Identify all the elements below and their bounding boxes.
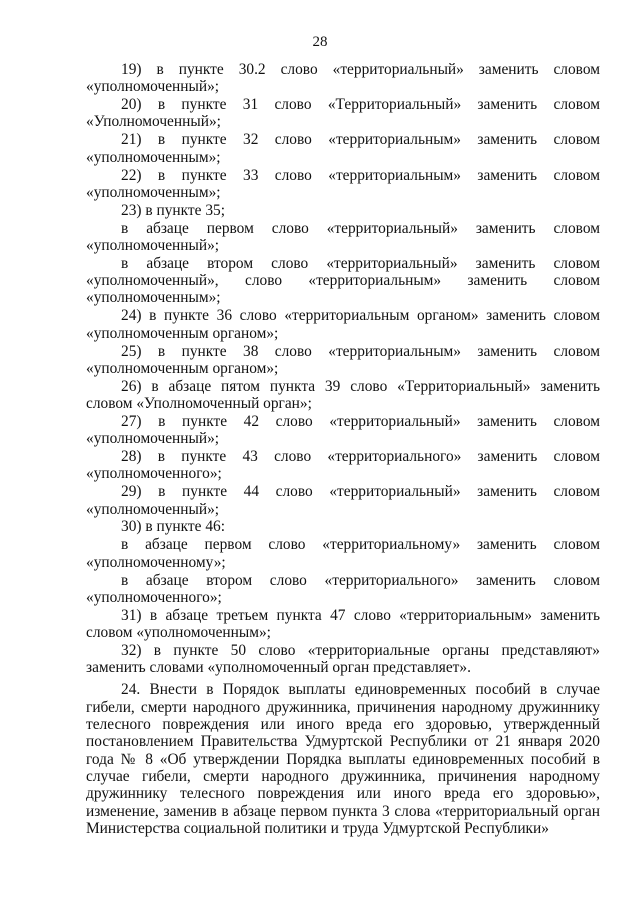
amendment-item-31: 31) в абзаце третьем пункта 47 слово «территориальным» заменить словом «уполномоченным»; xyxy=(86,606,600,641)
amendment-item-26: 26) в абзаце пятом пункта 39 слово «Территориальный» заменить словом «Уполномоченный орган»; xyxy=(86,377,600,412)
amendment-item-22: 22) в пункте 33 слово «территориальным» заменить словом «уполномоченным»; xyxy=(86,166,600,201)
amendment-subitem: в абзаце втором слово «территориальный» заменить словом «уполномоченный», слово «территориальным» заменить словом «уполномоченным»; xyxy=(86,254,600,307)
amendment-item-25: 25) в пункте 38 слово «территориальным» заменить словом «уполномоченным органом»; xyxy=(86,342,600,377)
amendment-item-21: 21) в пункте 32 слово «территориальным» заменить словом «уполномоченным»; xyxy=(86,131,600,166)
amendment-item-20: 20) в пункте 31 слово «Территориальный» заменить словом «Уполномоченный»; xyxy=(86,96,600,131)
amendment-subitem: в абзаце первом слово «территориальный» заменить словом «уполномоченный»; xyxy=(86,219,600,254)
amendment-subitem: в абзаце первом слово «территориальному» заменить словом «уполномоченному»; xyxy=(86,536,600,571)
amendment-item-27: 27) в пункте 42 слово «территориальный» заменить словом «уполномоченный»; xyxy=(86,412,600,448)
amendment-item-23: 23) в пункте 35; xyxy=(121,201,225,219)
amendment-item-30: 30) в пункте 46: xyxy=(121,518,225,536)
section-24-paragraph: 24. Внести в Порядок выплаты единовременных пособий в случае гибели, смерти народного дружинника, причинения народному дружиннику телесного повреждения или иного вреда его здоровью, утвержденный постановлением Правительства Удмуртской Республики от 21 января 2020 года № 8 «Об утверждении Порядка выплаты единовременных пособий в случае гибели, смерти народного дружинника, причинения народному дружиннику телесного повреждения или иного вреда его здоровью», изменение, заменив в абзаце первом пункта 3 слова «территориальный орган Министерства социальной политики и труда Удмуртской Республики» xyxy=(86,681,600,837)
document-body xyxy=(86,61,600,837)
amendment-item-24: 24) в пункте 36 слово «территориальным органом» заменить словом «уполномоченным органом»; xyxy=(86,307,600,342)
amendment-item-29: 29) в пункте 44 слово «территориальный» заменить словом «уполномоченный»; xyxy=(86,483,600,518)
amendment-item-32: 32) в пункте 50 слово «территориальные органы представляют» заменить словами «уполномоченный орган представляет». xyxy=(86,641,600,677)
amendment-item-19: 19) в пункте 30.2 слово «территориальный» заменить словом «уполномоченный»; xyxy=(86,61,600,96)
amendment-item-28: 28) в пункте 43 слово «территориального» заменить словом «уполномоченного»; xyxy=(86,448,600,483)
amendment-subitem: в абзаце втором слово «территориального» заменить словом «уполномоченного»; xyxy=(86,571,600,606)
page-number: 28 xyxy=(312,34,328,50)
